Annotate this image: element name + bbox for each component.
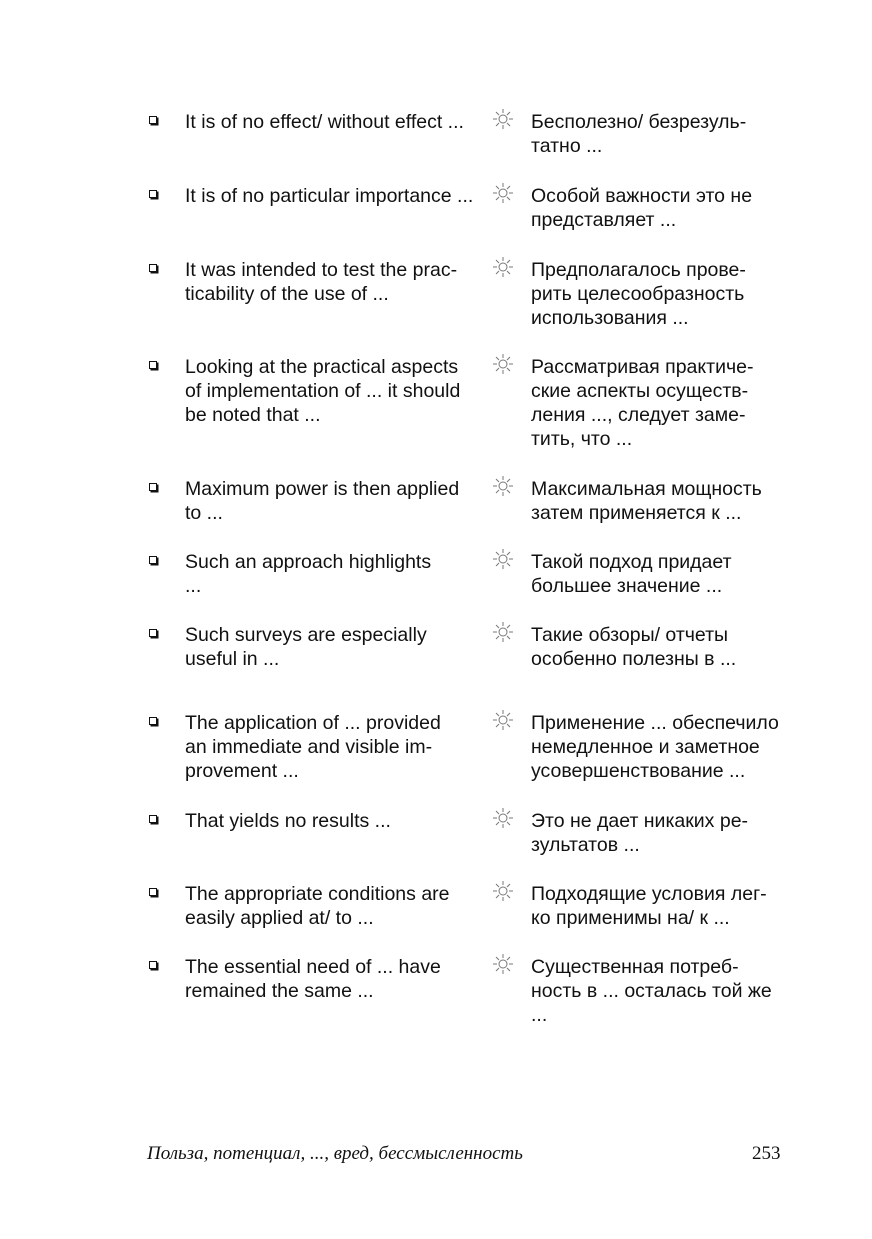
sun-icon [492, 880, 514, 902]
english-phrase: Looking at the practical aspects of implementation of ... it should be noted that ... [185, 356, 461, 426]
russian-translation: Предполагалось прове- рить целесообразность использования ... [531, 259, 746, 329]
english-phrase: Such surveys are especially useful in ... [185, 624, 427, 670]
checkbox-bullet-icon [149, 815, 157, 823]
english-phrase: Such an approach highlights ... [185, 551, 432, 597]
page-number: 253 [752, 1143, 781, 1164]
checkbox-bullet-icon [149, 190, 157, 198]
russian-translation: Существенная потреб- ность в ... осталась той же ... [531, 956, 772, 1026]
sun-icon [492, 475, 514, 497]
phrase-entry [146, 955, 796, 1055]
english-phrase: It is of no effect/ without effect ... [185, 111, 464, 133]
russian-translation: Особой важности это не представляет ... [531, 185, 753, 231]
russian-translation: Такие обзоры/ отчеты особенно полезны в ... [531, 624, 737, 670]
running-footer-title: Польза, потенциал, ..., вред, бессмысленность [147, 1143, 523, 1164]
sun-icon [492, 709, 514, 731]
sun-icon [492, 108, 514, 130]
checkbox-bullet-icon [149, 483, 157, 491]
english-phrase: It was intended to test the prac- ticability of the use of ... [185, 259, 458, 305]
english-phrase: It is of no particular importance ... [185, 185, 474, 207]
russian-translation: Максимальная мощность затем применяется к ... [531, 478, 762, 524]
phrase-entry [146, 623, 796, 723]
checkbox-bullet-icon [149, 361, 157, 369]
english-phrase: The application of ... provided an immediate and visible im- provement ... [185, 712, 441, 782]
english-phrase: Maximum power is then applied to ... [185, 478, 460, 524]
checkbox-bullet-icon [149, 556, 157, 564]
phrase-entry [146, 355, 796, 455]
phrase-entry [146, 711, 796, 811]
russian-translation: Это не дает никаких ре- зультатов ... [531, 810, 749, 856]
checkbox-bullet-icon [149, 717, 157, 725]
sun-icon [492, 256, 514, 278]
sun-icon [492, 807, 514, 829]
checkbox-bullet-icon [149, 961, 157, 969]
english-phrase: That yields no results ... [185, 810, 391, 832]
sun-icon [492, 548, 514, 570]
sun-icon [492, 182, 514, 204]
english-phrase: The appropriate conditions are easily applied at/ to ... [185, 883, 450, 929]
checkbox-bullet-icon [149, 629, 157, 637]
english-phrase: The essential need of ... have remained the same ... [185, 956, 441, 1002]
checkbox-bullet-icon [149, 888, 157, 896]
russian-translation: Такой подход придает большее значение ... [531, 551, 732, 597]
sun-icon [492, 353, 514, 375]
phrase-entry [146, 258, 796, 358]
russian-translation: Применение ... обеспечило немедленное и заметное усовершенствование ... [531, 712, 779, 782]
sun-icon [492, 953, 514, 975]
russian-translation: Рассматривая практиче- ские аспекты осуществ- ления ..., следует заме- тить, что ... [531, 356, 754, 450]
checkbox-bullet-icon [149, 116, 157, 124]
sun-icon [492, 621, 514, 643]
russian-translation: Подходящие условия лег- ко применимы на/ к ... [531, 883, 767, 929]
russian-translation: Бесполезно/ безрезуль- татно ... [531, 111, 747, 157]
checkbox-bullet-icon [149, 264, 157, 272]
